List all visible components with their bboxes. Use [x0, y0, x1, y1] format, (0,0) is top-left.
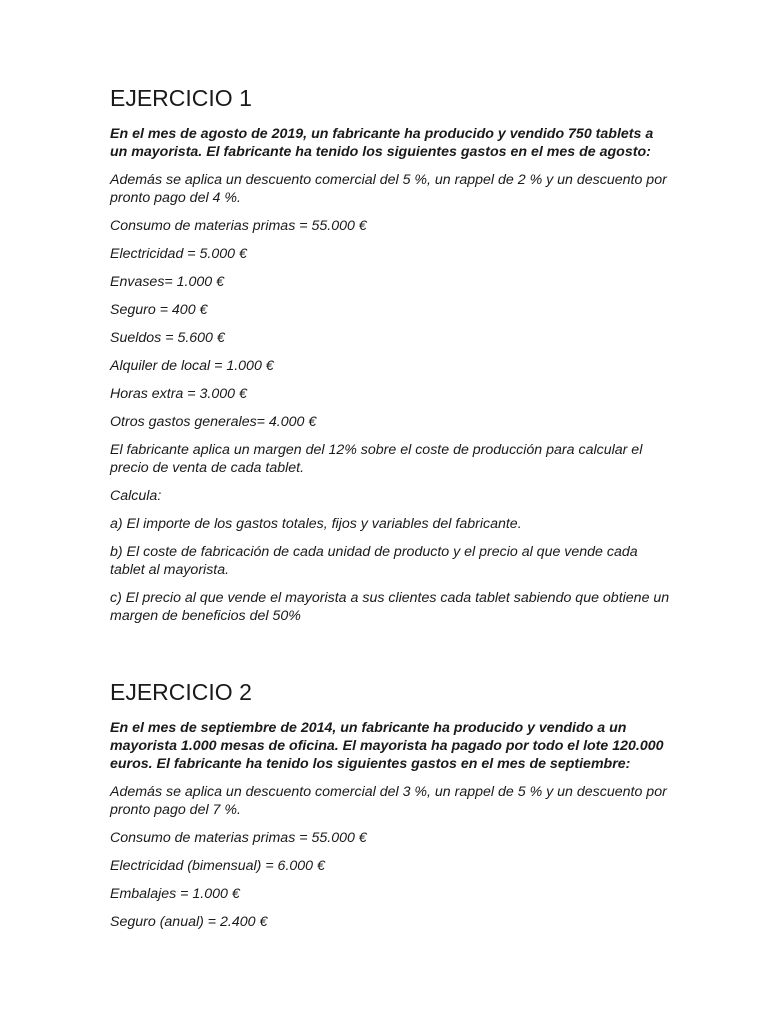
expense-raw-materials: Consumo de materias primas = 55.000 € — [110, 218, 367, 234]
discounts-paragraph: Además se aplica un descuento comercial del 5 %, un rappel de 2 % y un descuento por pronto pago del 4 %. — [110, 172, 667, 206]
expense-rent: Alquiler de local = 1.000 € — [110, 358, 274, 374]
expense-electricity: Electricidad = 5.000 € — [110, 246, 247, 262]
exercise-intro: En el mes de agosto de 2019, un fabricante ha producido y vendido 750 tablets a un mayorista. El fabricante ha tenido los siguientes gastos en el mes de agosto: — [110, 126, 654, 160]
question-a: a) El importe de los gastos totales, fijos y variables del fabricante. — [110, 516, 522, 532]
expense-raw-materials: Consumo de materias primas = 55.000 € — [110, 830, 367, 846]
expense-overtime: Horas extra = 3.000 € — [110, 386, 247, 402]
exercise-1 — [110, 84, 670, 635]
exercise-intro: En el mes de septiembre de 2014, un fabricante ha producido y vendido a un mayorista 1.000 mesas de oficina. El mayorista ha pagado por todo el lote 120.000 euros. El fabricante ha tenido los siguientes gastos en el mes de septiembre: — [110, 720, 664, 772]
expense-electricity: Electricidad (bimensual) = 6.000 € — [110, 858, 325, 874]
expense-insurance: Seguro = 400 € — [110, 302, 208, 318]
expense-packaging: Envases= 1.000 € — [110, 274, 224, 290]
expense-packaging: Embalajes = 1.000 € — [110, 886, 240, 902]
discounts-paragraph: Además se aplica un descuento comercial del 3 %, un rappel de 5 % y un descuento por pronto pago del 7 %. — [110, 784, 667, 818]
exercise-2 — [110, 678, 670, 941]
exercise-heading: EJERCICIO 2 — [110, 679, 252, 705]
calculate-label: Calcula: — [110, 488, 162, 504]
expense-salaries: Sueldos = 5.600 € — [110, 330, 225, 346]
margin-paragraph: El fabricante aplica un margen del 12% sobre el coste de producción para calcular el precio de venta de cada tablet. — [110, 442, 643, 476]
expense-other: Otros gastos generales= 4.000 € — [110, 414, 317, 430]
expense-insurance: Seguro (anual) = 2.400 € — [110, 914, 268, 930]
question-b: b) El coste de fabricación de cada unidad de producto y el precio al que vende cada tablet al mayorista. — [110, 544, 638, 578]
exercise-heading: EJERCICIO 1 — [110, 85, 252, 111]
question-c: c) El precio al que vende el mayorista a sus clientes cada tablet sabiendo que obtiene un margen de beneficios del 50% — [110, 590, 670, 624]
